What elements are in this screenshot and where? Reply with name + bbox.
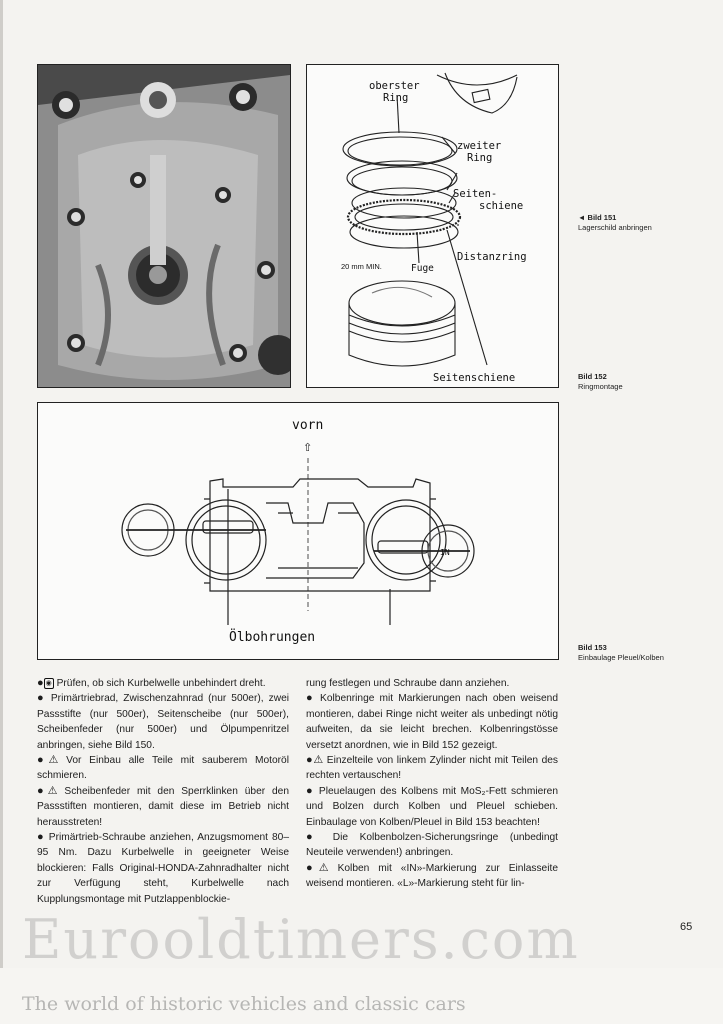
engine-photo — [37, 64, 291, 388]
label-front: vorn — [292, 418, 324, 433]
label-side-rail-2: schiene — [479, 200, 524, 212]
paragraph: rung festlegen und Schraube dann anziehen. — [306, 678, 510, 689]
caption-text: Lagerschild anbringen — [578, 223, 652, 232]
label-second-ring-1: zweiter — [457, 140, 502, 152]
label-oil-holes: Ölbohrungen — [229, 630, 316, 645]
warning-icon: ⚠ — [47, 784, 58, 797]
caption-number: Bild 152 — [578, 372, 607, 381]
caption-marker-icon: ◄ — [578, 213, 586, 222]
paragraph: ●⚠ Einzelteile von linkem Zylinder nicht mit Teilen des rechten vertauschen! — [306, 754, 558, 782]
caption-number: Bild 153 — [578, 643, 607, 652]
caption-bild-153 — [578, 643, 664, 663]
paragraph: ●⚠ Scheibenfeder mit den Sperrklinken über den Passstiften montieren, damit diese im Betrieb nicht herausstreten! — [37, 784, 289, 828]
piston-ring-diagram — [306, 64, 559, 388]
paragraph: ● Die Kolbenbolzen-Sicherungsringe (unbedingt Neuteile verwenden!) anbringen. — [306, 831, 558, 859]
label-spacer: Distanzring — [457, 251, 527, 263]
watermark-title: Eurooldtimers.com — [22, 908, 580, 971]
label-second-ring-2: Ring — [467, 152, 493, 164]
caption-bild-151 — [578, 213, 652, 233]
paragraph: ● Pleuelaugen des Kolbens mit MoS₂-Fett schmieren und Bolzen durch Kolben und Pleuel schieben. Einbaulage von Kolben/Pleuel in Bild 153 beachten! — [306, 784, 558, 828]
paragraph: ● ◉ Prüfen, ob sich Kurbelwelle unbehindert dreht. — [37, 677, 266, 689]
label-in-mark: IN — [440, 548, 450, 557]
caption-text: Einbaulage Pleuel/Kolben — [578, 653, 664, 662]
text-column-left — [37, 676, 289, 907]
warning-icon: ⚠ — [48, 754, 59, 767]
caption-bild-152 — [578, 372, 623, 392]
piston-orientation-diagram — [37, 402, 559, 660]
label-min-gap: 20 mm MIN. — [341, 262, 382, 271]
label-side-rail-1: Seiten- — [453, 188, 498, 200]
paragraph: ●⚠ Kolben mit «IN»-Markierung zur Einlasseite weisend montieren. «L»-Markierung steht für lin- — [306, 861, 558, 890]
caption-text: Ringmontage — [578, 382, 623, 391]
paragraph: ●⚠ Vor Einbau alle Teile mit sauberem Motoröl schmieren. — [37, 754, 289, 782]
watermark-subtitle: The world of historic vehicles and classic cars — [22, 993, 466, 1015]
label-top-ring-1: oberster — [369, 80, 420, 92]
paragraph: ● Kolbenringe mit Markierungen nach oben weisend montieren, dabei Ringe nicht weiter als unbedingt nötig aufweiten, da sie leicht brechen. Kolbenringstösse versetzt anordnen, wie in Bild 152 gezeigt. — [306, 692, 558, 751]
caption-number: Bild 151 — [587, 213, 617, 222]
text-column-right — [306, 676, 558, 892]
paragraph: ● Primärtrieb-Schraube anziehen, Anzugsmoment 80–95 Nm. Dazu Kurbelwelle in geeigneter Weise blockieren: Falls Original-HONDA-Zahnradhalter nicht zur Verfügung steht, Kurbelwelle nach Kupplungsmontage mit Putzlappenblockie- — [37, 831, 289, 905]
warning-icon: ⚠ — [313, 754, 324, 767]
paragraph: ● Primärtriebrad, Zwischenzahnrad (nur 500er), zwei Passstifte (nur 500er), Seitenscheibe (nur 500er), Scheibenfeder (nur 500er) und Ölpumpenritzel anbringen, siehe Bild 150. — [37, 692, 290, 751]
front-arrow-icon: ⇧ — [303, 437, 313, 455]
camera-icon: ◉ — [45, 680, 52, 687]
page-edge — [0, 0, 3, 1024]
label-joint: Fuge — [411, 263, 434, 274]
warning-icon: ⚠ — [318, 861, 329, 874]
label-top-ring-2: Ring — [383, 92, 409, 104]
label-side-rail-bottom: Seitenschiene — [433, 372, 516, 384]
page-number: 65 — [680, 921, 693, 933]
